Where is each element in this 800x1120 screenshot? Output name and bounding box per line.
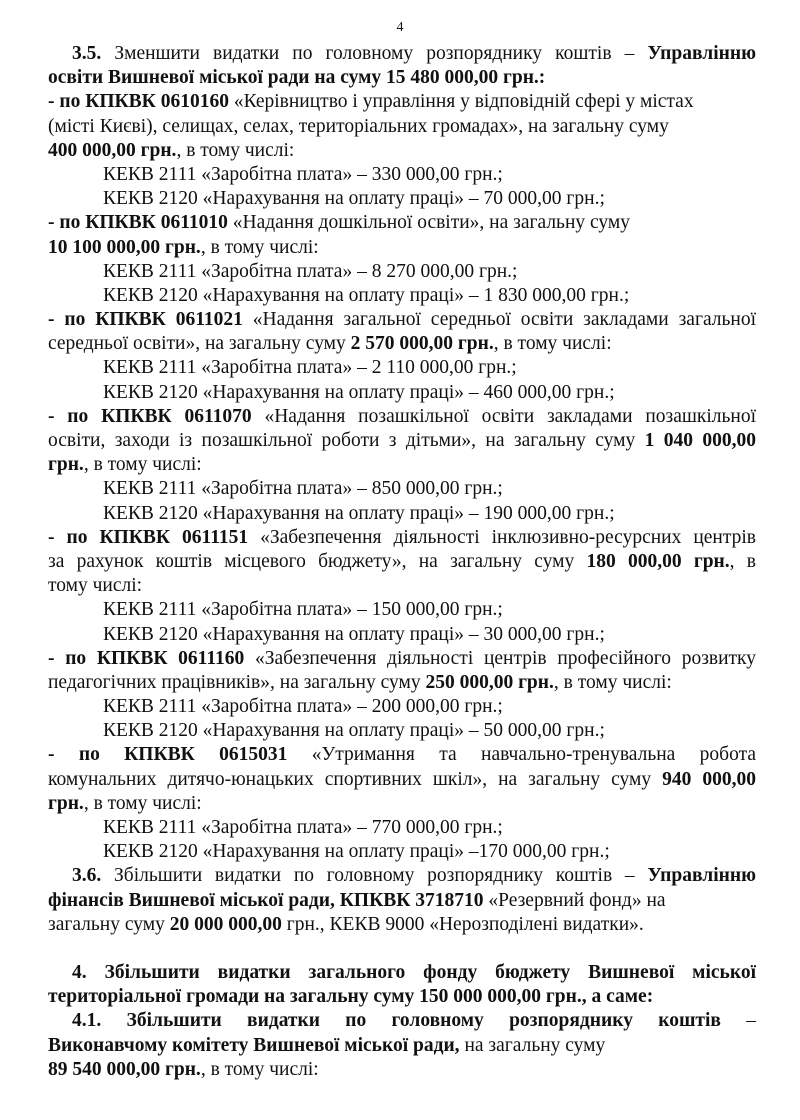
text-run: , в тому числі: bbox=[200, 1058, 319, 1080]
text-run: «Резервний фонд» на bbox=[483, 889, 666, 911]
bold-text: 1 040 000,00 bbox=[644, 430, 757, 451]
bold-text: фінансів Вишневої міської ради, КПКВК 3718710 bbox=[48, 889, 484, 911]
text-line bbox=[48, 284, 756, 308]
text-run: Зменшити видатки по головному розпоряднику коштів – bbox=[101, 43, 648, 64]
bold-text: 2 570 000,00 грн. bbox=[350, 333, 494, 355]
text-run: КЕКВ 2120 «Нарахування на оплату праці» –170 000,00 грн.; bbox=[103, 841, 610, 863]
text-line bbox=[48, 647, 756, 671]
text-line bbox=[48, 381, 756, 405]
text-run: КЕКВ 2120 «Нарахування на оплату праці» – 30 000,00 грн.; bbox=[103, 623, 605, 645]
text-line bbox=[48, 187, 756, 211]
text-line bbox=[48, 308, 756, 332]
text-line bbox=[48, 816, 756, 840]
text-run: комунальних дитячо-юнацьких спортивних шкіл», на загальну суму bbox=[48, 768, 663, 790]
bold-text: 89 540 000,00 грн. bbox=[48, 1058, 201, 1080]
text-run: «Утримання та навчально-тренувальна робота bbox=[287, 744, 757, 766]
text-run: педагогічних працівників», на загальну суму bbox=[48, 671, 426, 693]
text-run: КЕКВ 2111 «Заробітна плата» – 330 000,00 грн.; bbox=[103, 163, 503, 185]
text-line bbox=[48, 913, 756, 937]
text-line bbox=[48, 42, 756, 66]
text-run: , в тому числі: bbox=[176, 139, 295, 161]
text-line bbox=[48, 768, 756, 792]
bold-text: 4. Збільшити видатки загального фонду бюджету Вишневої міської bbox=[72, 961, 756, 983]
text-run: , в bbox=[729, 550, 756, 572]
text-line bbox=[48, 429, 756, 453]
text-run: «Надання дошкільної освіти», на загальну суму bbox=[227, 212, 630, 234]
text-line bbox=[48, 574, 756, 598]
text-run: , в тому числі: bbox=[83, 792, 202, 814]
text-run: КЕКВ 2120 «Нарахування на оплату праці» – 1 830 000,00 грн.; bbox=[103, 284, 630, 306]
bold-text: грн. bbox=[48, 454, 84, 476]
text-line bbox=[48, 719, 756, 743]
text-run: КЕКВ 2111 «Заробітна плата» – 150 000,00 грн.; bbox=[103, 599, 503, 621]
text-line bbox=[48, 550, 756, 574]
bold-text: - по КПКВК 0611021 bbox=[48, 309, 243, 331]
text-line bbox=[48, 695, 756, 719]
text-run: КЕКВ 2111 «Заробітна плата» – 200 000,00 грн.; bbox=[103, 696, 503, 718]
text-line bbox=[48, 840, 756, 864]
text-line bbox=[48, 66, 756, 90]
text-line bbox=[48, 453, 756, 477]
text-run: КЕКВ 2120 «Нарахування на оплату праці» – 190 000,00 грн.; bbox=[103, 502, 615, 524]
text-run: освіти, заходи із позашкільної роботи з дітьми», на загальну суму bbox=[48, 430, 645, 451]
text-run: середньої освіти», на загальну суму bbox=[48, 333, 351, 355]
text-run: грн., КЕКВ 9000 «Нерозподілені видатки». bbox=[281, 913, 644, 935]
bold-text: 180 000,00 грн. bbox=[586, 550, 730, 572]
bold-text: 20 000 000,00 bbox=[169, 913, 282, 935]
text-run: «Надання позашкільної освіти закладами позашкільної bbox=[251, 405, 756, 427]
text-run: «Забезпечення діяльності інклюзивно-ресурсних центрів bbox=[248, 526, 757, 548]
text-line bbox=[48, 864, 756, 888]
text-run: , в тому числі: bbox=[493, 333, 612, 355]
bold-text: Виконавчому комітету Вишневої міської ради, bbox=[48, 1034, 460, 1056]
text-run: Збільшити видатки по головному розпоряднику коштів – bbox=[101, 865, 648, 887]
text-run: КЕКВ 2120 «Нарахування на оплату праці» – 70 000,00 грн.; bbox=[103, 188, 605, 210]
text-line bbox=[48, 211, 756, 235]
bold-text: Управлінню bbox=[647, 865, 756, 887]
text-line bbox=[48, 598, 756, 622]
text-run: тому числі: bbox=[48, 575, 143, 597]
text-run: , в тому числі: bbox=[553, 671, 672, 693]
text-run: «Керівництво і управління у відповідній сфері у містах bbox=[228, 91, 694, 113]
bold-text: 4.1. Збільшити видатки по головному розпоряднику коштів bbox=[72, 1010, 721, 1032]
text-run: (місті Києві), селищах, селах, територіальних громадах», на загальну суму bbox=[48, 115, 669, 137]
text-run: «Забезпечення діяльності центрів професійного розвитку bbox=[244, 647, 757, 669]
text-line bbox=[48, 236, 756, 260]
text-line bbox=[48, 526, 756, 550]
bold-text: - по КПКВК 0611010 bbox=[48, 212, 228, 234]
page-number: 4 bbox=[396, 20, 404, 35]
text-run: за рахунок коштів місцевого бюджету», на загальну суму bbox=[48, 550, 587, 572]
text-line bbox=[48, 1009, 756, 1033]
bold-text: освіти Вишневої міської ради на суму 15 480 000,00 грн.: bbox=[48, 67, 546, 89]
bold-text: - по КПКВК 0611160 bbox=[48, 647, 245, 669]
text-line bbox=[48, 163, 756, 187]
text-run: КЕКВ 2111 «Заробітна плата» – 2 110 000,00 грн.; bbox=[103, 357, 517, 379]
bold-text: Управлінню bbox=[647, 43, 756, 64]
text-run: на загальну суму bbox=[459, 1034, 606, 1056]
text-line bbox=[48, 477, 756, 501]
text-line bbox=[48, 792, 756, 816]
text-run: КЕКВ 2111 «Заробітна плата» – 8 270 000,00 грн.; bbox=[103, 260, 518, 282]
text-line bbox=[48, 405, 756, 429]
text-run: – bbox=[720, 1010, 757, 1032]
text-run: «Надання загальної середньої освіти закладами загальної bbox=[242, 309, 756, 331]
text-line bbox=[48, 961, 756, 985]
bold-text: 10 100 000,00 грн. bbox=[48, 236, 201, 258]
text-line bbox=[48, 502, 756, 526]
text-line bbox=[48, 90, 756, 114]
text-run: загальну суму bbox=[48, 913, 170, 935]
text-run: , в тому числі: bbox=[83, 454, 202, 476]
bold-text: 400 000,00 грн. bbox=[48, 139, 177, 161]
text-line bbox=[48, 985, 756, 1009]
text-line bbox=[48, 356, 756, 380]
text-line bbox=[48, 332, 756, 356]
document-body bbox=[48, 42, 756, 1082]
text-line bbox=[48, 139, 756, 163]
text-line bbox=[48, 1058, 756, 1082]
text-run: КЕКВ 2111 «Заробітна плата» – 850 000,00 грн.; bbox=[103, 478, 503, 500]
text-run: КЕКВ 2120 «Нарахування на оплату праці» – 50 000,00 грн.; bbox=[103, 720, 605, 742]
bold-text: - по КПКВК 0611070 bbox=[48, 405, 252, 427]
bold-text: - по КПКВК 0611151 bbox=[48, 526, 249, 548]
text-run: КЕКВ 2120 «Нарахування на оплату праці» – 460 000,00 грн.; bbox=[103, 381, 615, 403]
bold-text: територіальної громади на загальну суму 150 000 000,00 грн., а саме: bbox=[48, 986, 654, 1008]
bold-text: грн. bbox=[48, 792, 84, 814]
bold-text: - по КПКВК 0615031 bbox=[48, 744, 288, 766]
text-line bbox=[48, 260, 756, 284]
text-line bbox=[48, 743, 756, 767]
text-line bbox=[48, 889, 756, 913]
text-line bbox=[48, 623, 756, 647]
text-run: КЕКВ 2111 «Заробітна плата» – 770 000,00 грн.; bbox=[103, 817, 503, 838]
bold-text: 250 000,00 грн. bbox=[425, 671, 554, 693]
text-line bbox=[48, 115, 756, 139]
bold-text: 940 000,00 bbox=[662, 768, 756, 790]
paragraph-gap bbox=[48, 937, 756, 961]
text-line bbox=[48, 1034, 756, 1058]
bold-text: - по КПКВК 0610160 bbox=[48, 91, 229, 113]
text-line bbox=[48, 671, 756, 695]
bold-text: 3.5. bbox=[72, 43, 102, 64]
text-run: , в тому числі: bbox=[200, 236, 319, 258]
bold-text: 3.6. bbox=[72, 865, 102, 887]
